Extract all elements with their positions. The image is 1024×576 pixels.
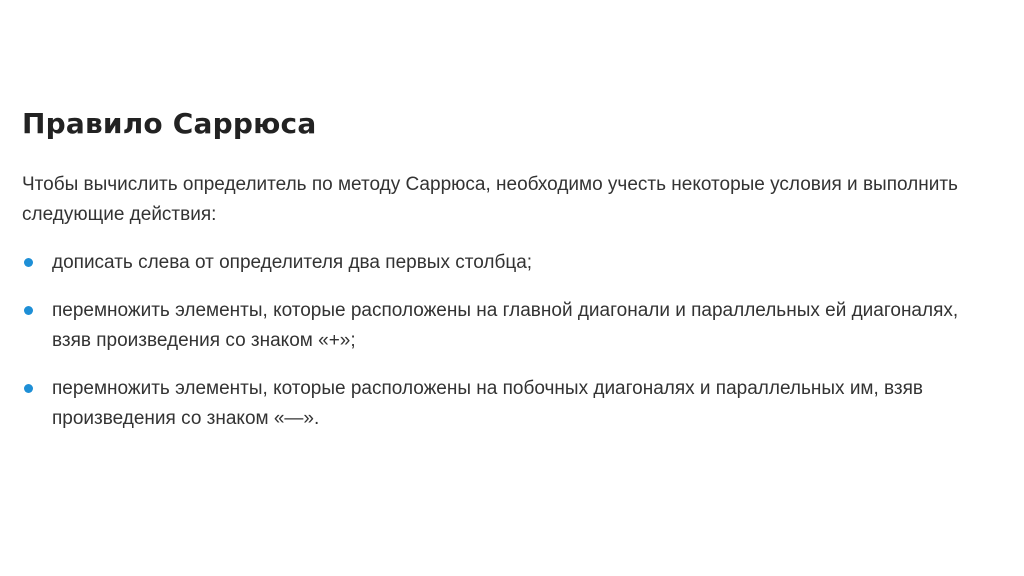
steps-list	[22, 248, 1002, 434]
article	[22, 104, 1002, 452]
page-title: Правило Саррюса	[22, 107, 317, 140]
list-item-text: дописать слева от определителя два первых столбца;	[52, 252, 533, 273]
list-item	[22, 296, 1002, 356]
list-item	[22, 374, 1002, 434]
list-item	[22, 248, 1002, 278]
bullet-icon	[24, 384, 33, 393]
bullet-icon	[24, 306, 33, 315]
intro-paragraph: Чтобы вычислить определитель по методу Саррюса, необходимо учесть некоторые условия и выполнить следующие действия:	[22, 174, 958, 225]
list-item-text: перемножить элементы, которые расположены на побочных диагоналях и параллельных им, взяв произведения со знаком «—».	[52, 378, 924, 429]
list-item-text: перемножить элементы, которые расположены на главной диагонали и параллельных ей диагоналях, взяв произведения со знаком «+»;	[52, 300, 959, 351]
bullet-icon	[24, 258, 33, 267]
